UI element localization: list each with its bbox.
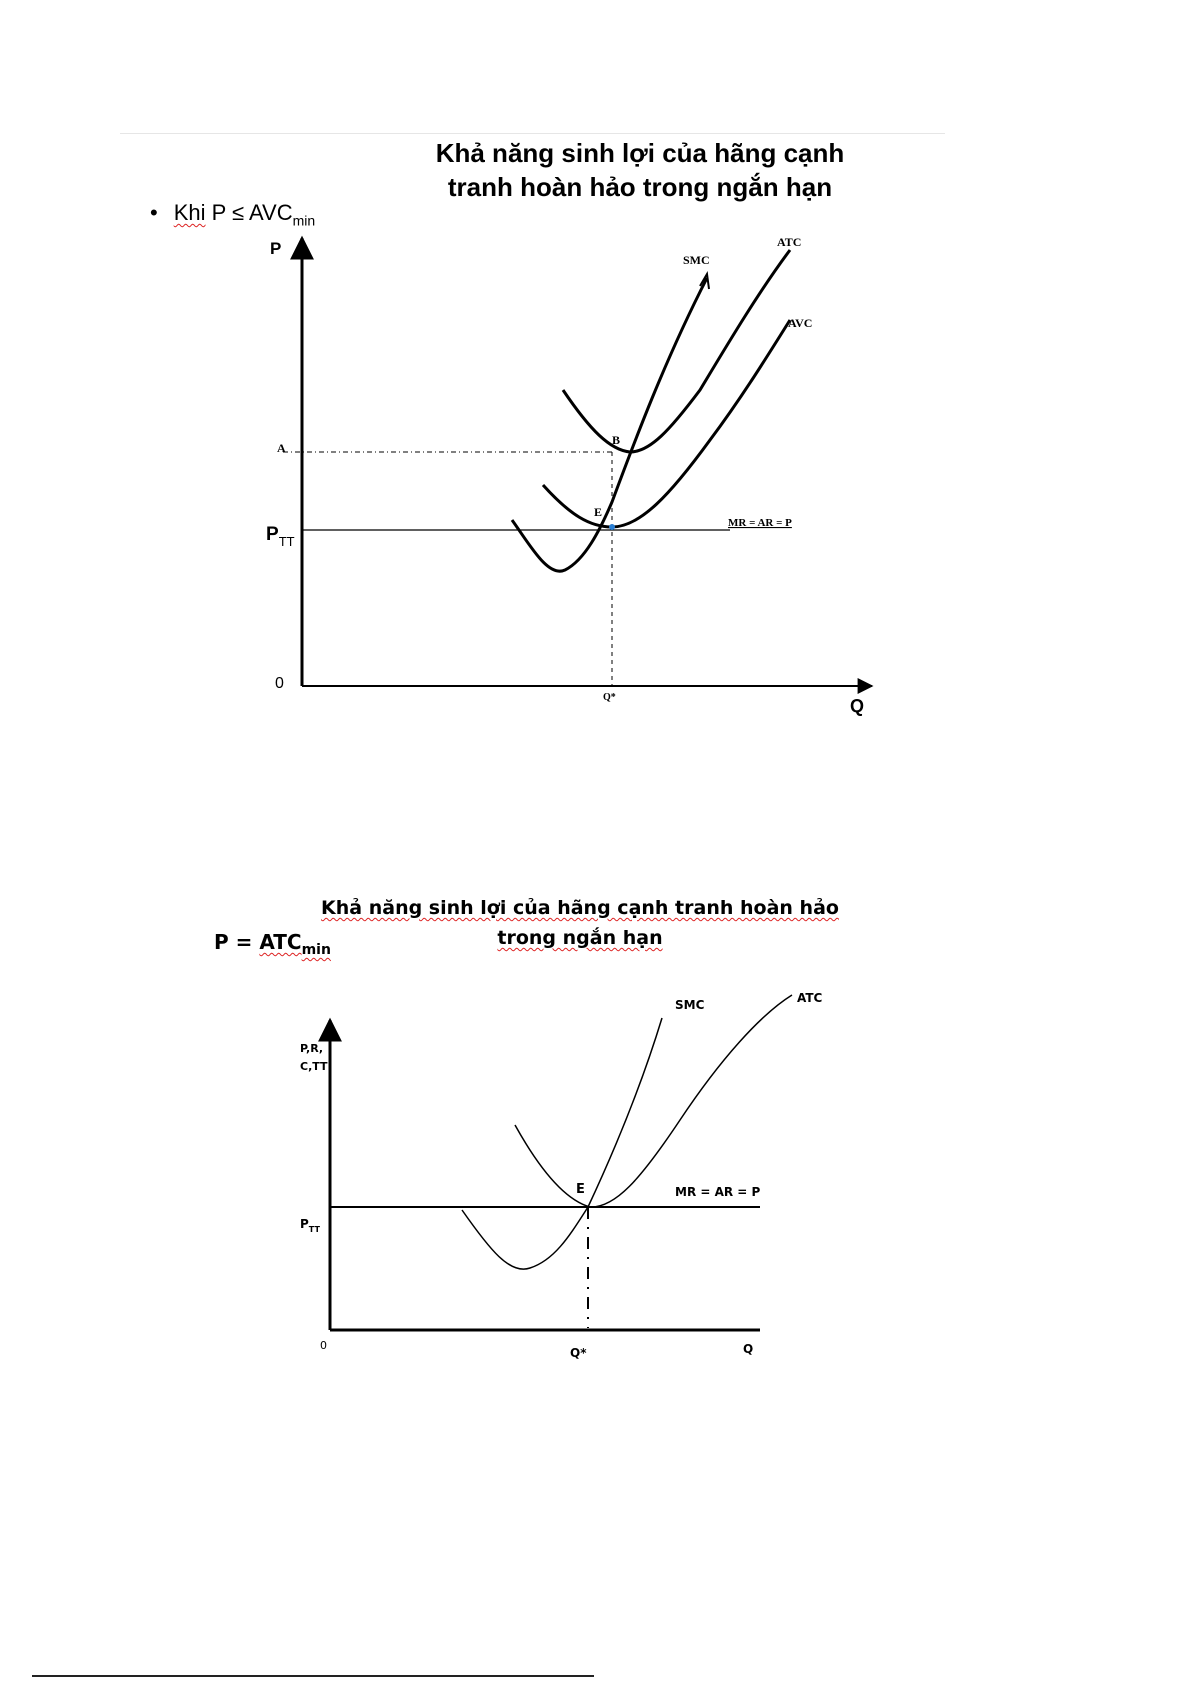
- figure1-title-line1: Khả năng sinh lợi của hãng cạnh: [435, 138, 845, 168]
- fig1-PTT-main: P: [266, 524, 279, 545]
- fig2-y-label-1: P,R,: [300, 1042, 324, 1055]
- figure2-diagram: [300, 991, 823, 1360]
- fig2-x-label: Q: [743, 1342, 754, 1356]
- fig1-label-MR: MR = AR = P: [728, 517, 792, 529]
- fig2-label-MR: MR = AR = P: [675, 1185, 761, 1199]
- fig1-label-E: E: [594, 505, 603, 519]
- fig1-label-A: A: [277, 441, 286, 455]
- fig1-atc-curve: [563, 250, 790, 452]
- figure2-title-line1: Khả năng sinh lợi của hãng cạnh tranh hoàn hảo: [321, 897, 839, 919]
- fig2-smc-curve: [462, 1018, 662, 1269]
- condition2-subscript: min: [301, 942, 331, 958]
- fig1-label-PTT: [266, 524, 295, 549]
- fig1-label-SMC: SMC: [683, 253, 710, 267]
- figure1-diagram: [266, 235, 872, 716]
- fig2-PTT-sub: TT: [308, 1225, 320, 1234]
- condition-subscript: min: [292, 212, 316, 229]
- condition2-text: P =: [214, 930, 260, 954]
- fig2-PTT-main: P: [300, 1217, 309, 1231]
- fig1-origin: 0: [275, 675, 284, 692]
- condition2-main: ATC: [259, 930, 302, 954]
- fig2-label-E: E: [576, 1182, 585, 1197]
- fig1-label-AVC: AVC: [788, 316, 813, 330]
- figure2-title-line2: trong ngắn hạn: [497, 927, 663, 949]
- fig2-atc-curve: [515, 995, 792, 1207]
- fig1-PTT-sub: TT: [278, 534, 295, 549]
- footnote-rule: [32, 1675, 594, 1677]
- fig1-label-B: B: [612, 433, 621, 447]
- fig2-origin: 0: [320, 1339, 327, 1352]
- fig1-x-label: Q: [850, 696, 865, 716]
- bullet: •: [150, 200, 158, 225]
- fig1-label-ATC: ATC: [777, 235, 802, 249]
- fig2-label-ATC: ATC: [797, 991, 823, 1005]
- fig2-label-PTT: [300, 1217, 320, 1234]
- condition-text: P ≤ AVC: [205, 200, 293, 225]
- condition-word: Khi: [173, 200, 206, 225]
- fig2-label-Qstar: Q*: [570, 1346, 587, 1360]
- figure1-title-line2: tranh hoàn hảo trong ngắn hạn: [447, 172, 833, 202]
- fig1-avc-curve: [543, 320, 790, 527]
- fig1-label-Qstar: Q*: [603, 692, 616, 703]
- fig2-y-label-2: C,TT: [300, 1060, 328, 1073]
- fig1-point-E: [609, 524, 615, 530]
- fig2-label-SMC: SMC: [675, 998, 705, 1012]
- fig1-y-label: P: [270, 239, 282, 258]
